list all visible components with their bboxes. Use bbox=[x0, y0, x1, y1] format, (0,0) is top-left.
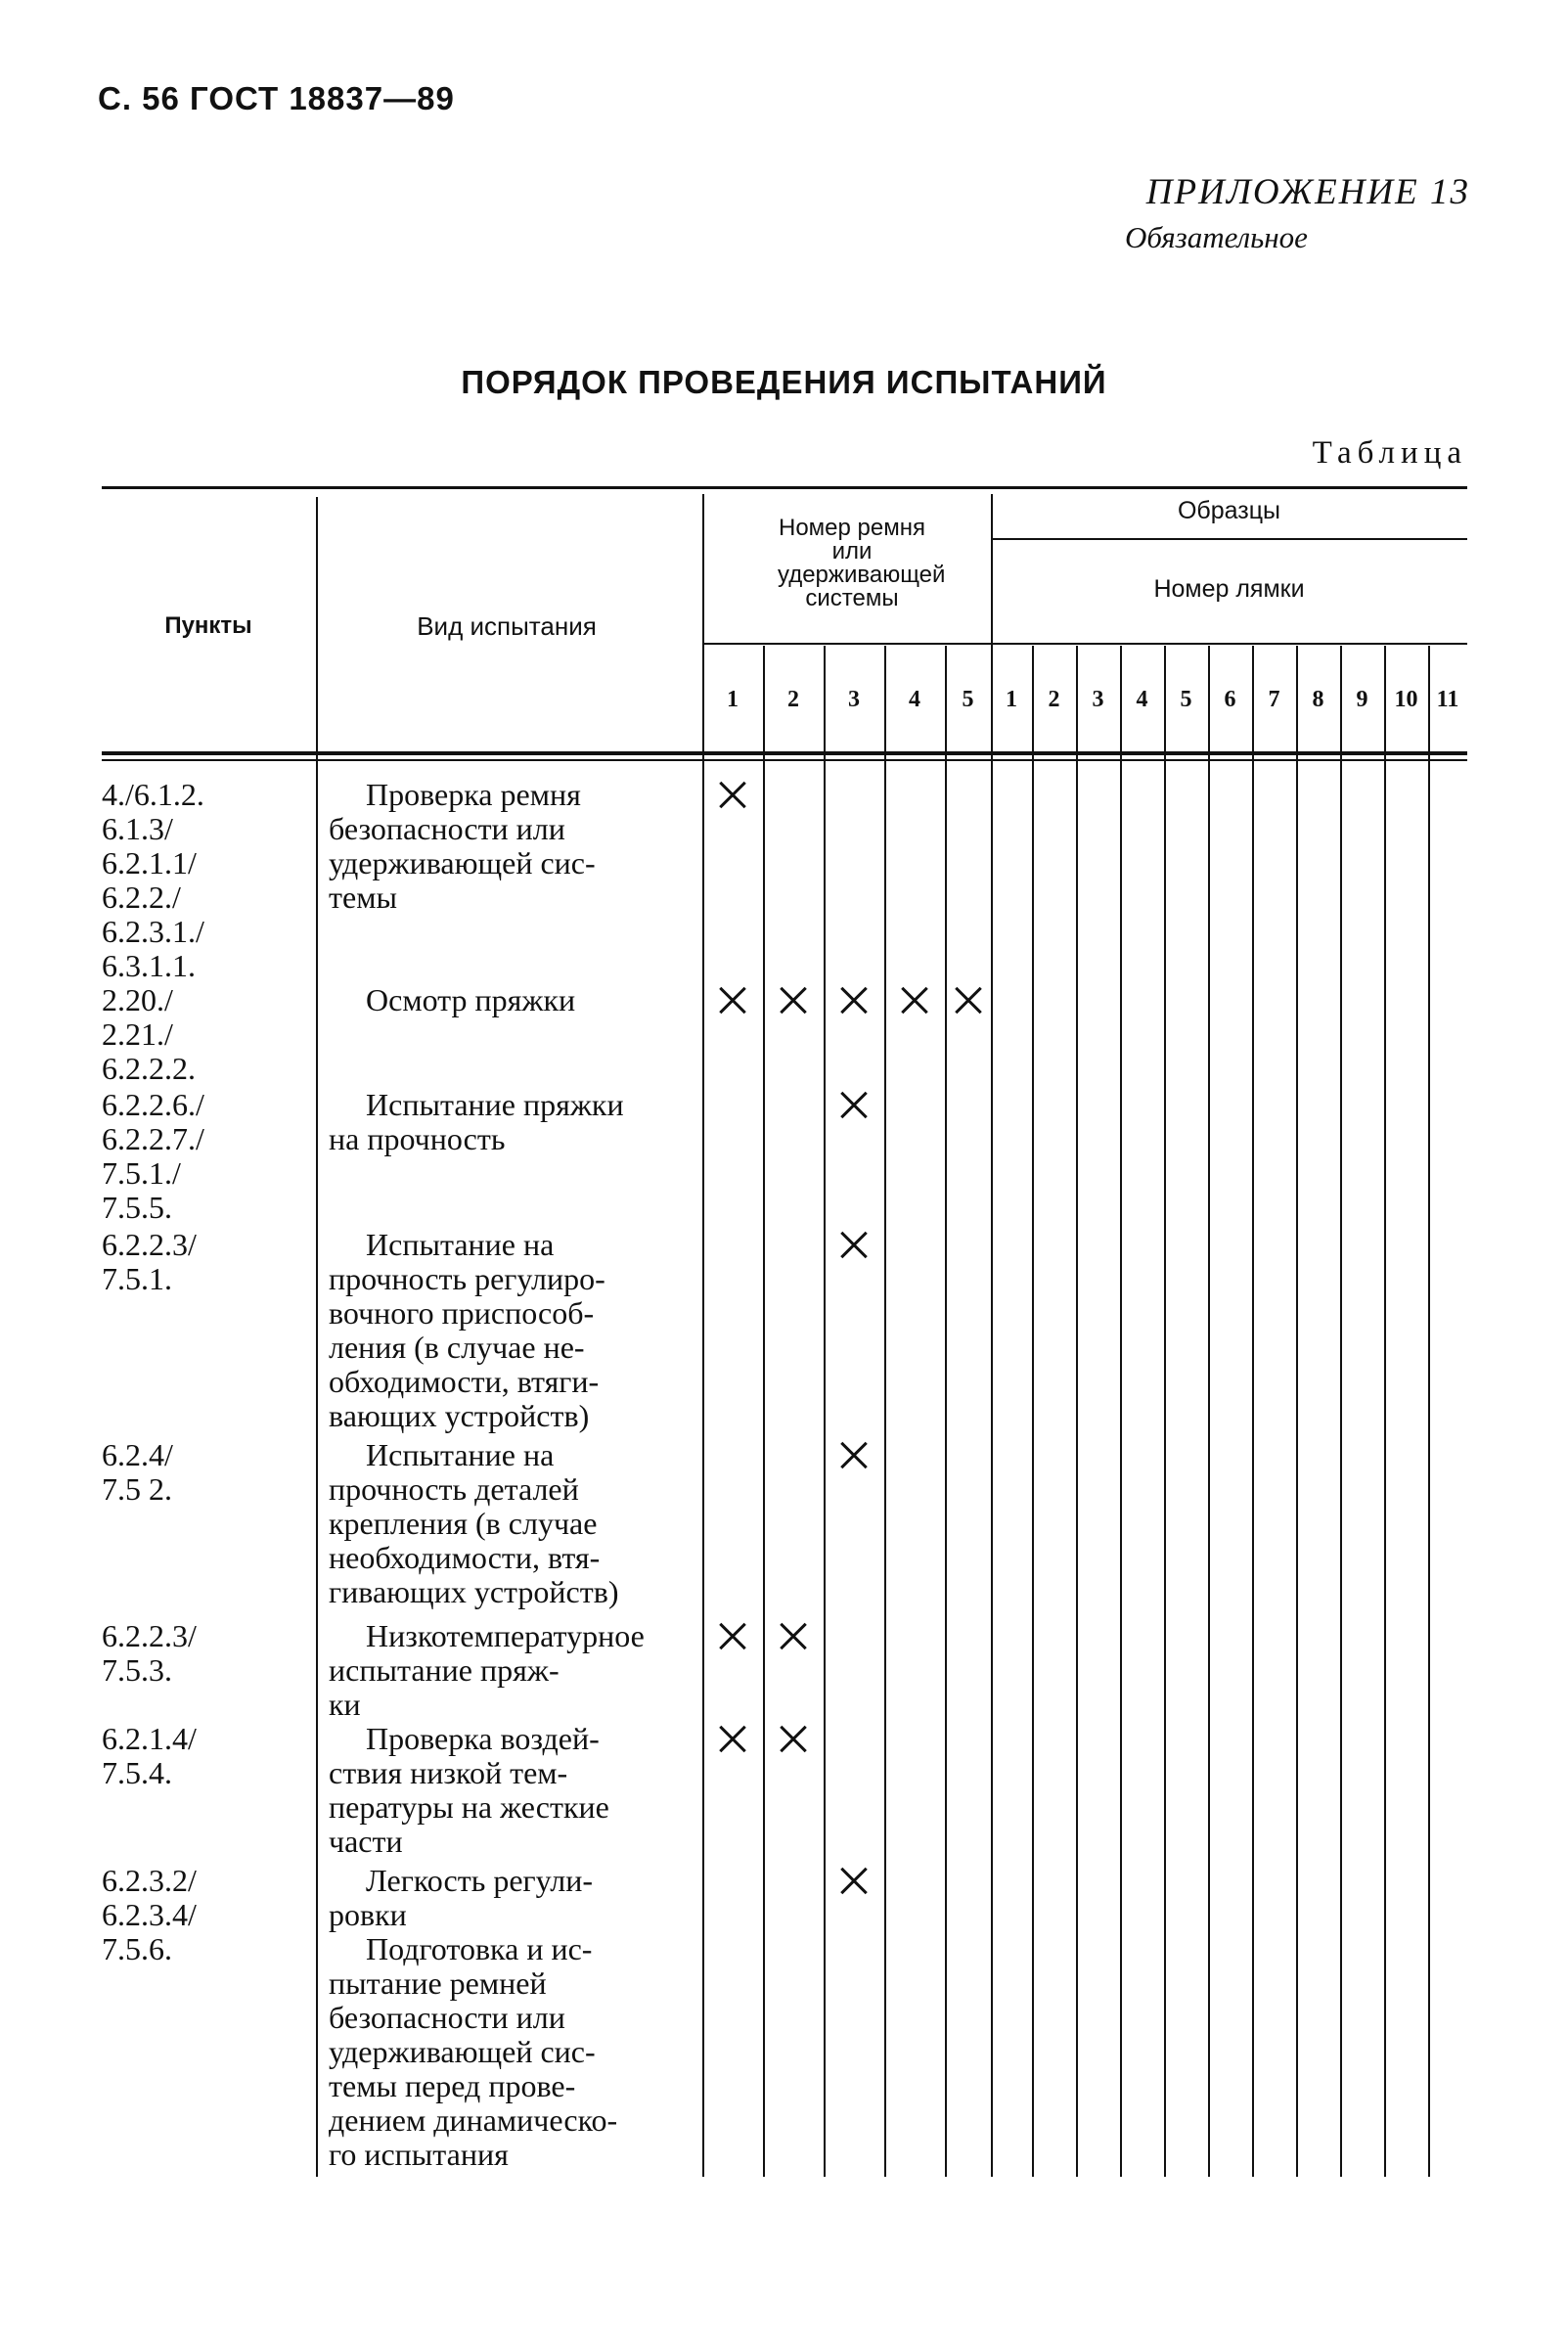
header-strap-number: Номер лямки bbox=[1153, 575, 1305, 603]
test-mark-x bbox=[779, 986, 808, 1016]
row-points: 4./6.1.2. 6.1.3/ 6.2.1.1/ 6.2.2./ 6.2.3.1./ 6.3.1.1. bbox=[102, 777, 204, 983]
row-points: 6.2.2.3/ 7.5.1. bbox=[102, 1227, 197, 1296]
strap-col-number: 8 bbox=[1312, 687, 1324, 712]
strap-column-border bbox=[1296, 646, 1298, 2177]
belt-column-border bbox=[824, 646, 826, 2177]
belt-col-number: 3 bbox=[848, 687, 860, 712]
appendix-subtitle: Обязательное bbox=[1125, 220, 1308, 254]
row-points: 6.2.1.4/ 7.5.4. bbox=[102, 1721, 197, 1790]
header-bottom-rule-2 bbox=[102, 759, 1467, 761]
strap-col-number: 6 bbox=[1224, 687, 1236, 712]
strap-column-border bbox=[1252, 646, 1254, 2177]
strap-col-number: 9 bbox=[1356, 687, 1368, 712]
belt-strap-border bbox=[991, 494, 993, 2177]
strap-column-border bbox=[1076, 646, 1078, 2177]
row-test-type: Низкотемпературное испытание пряж- ки bbox=[329, 1618, 645, 1722]
number-row-rule bbox=[702, 643, 1467, 645]
row-test-type: Испытание пряжки на прочность bbox=[329, 1087, 624, 1156]
test-mark-x bbox=[839, 1867, 869, 1896]
test-mark-x bbox=[718, 1622, 747, 1651]
row-test-type: Подготовка и ис- пытание ремней безопасности или удерживающей сис- темы перед прове- дением динамическо- го испытания bbox=[329, 1931, 618, 2172]
row-points: 6.2.2.6./ 6.2.2.7./ 7.5.1./ 7.5.5. bbox=[102, 1087, 204, 1225]
row-test-type: Осмотр пряжки bbox=[366, 982, 576, 1017]
header-test-type: Вид испытания bbox=[417, 611, 597, 641]
table-top-rule bbox=[102, 486, 1467, 489]
test-mark-x bbox=[839, 1091, 869, 1120]
belt-col-number: 5 bbox=[962, 687, 974, 712]
strap-col-number: 1 bbox=[1006, 687, 1017, 712]
row-points: 6.2.3.2/ 6.2.3.4/ 7.5.6. bbox=[102, 1863, 197, 1966]
row-points: 6.2.4/ 7.5 2. bbox=[102, 1437, 173, 1507]
test-mark-x bbox=[718, 1725, 747, 1754]
test-column-border bbox=[702, 494, 704, 2177]
header-samples: Образцы bbox=[1177, 497, 1281, 524]
strap-col-number: 10 bbox=[1394, 687, 1418, 712]
test-mark-x bbox=[779, 1622, 808, 1651]
test-mark-x bbox=[839, 1231, 869, 1260]
belt-col-number: 2 bbox=[787, 687, 799, 712]
row-points: 6.2.2.3/ 7.5.3. bbox=[102, 1618, 197, 1688]
test-mark-x bbox=[779, 1725, 808, 1754]
row-test-type: Проверка воздей- ствия низкой тем- пературы на жесткие части bbox=[329, 1721, 609, 1859]
test-mark-x bbox=[718, 986, 747, 1016]
belt-col-number: 1 bbox=[727, 687, 739, 712]
document-title: ПОРЯДОК ПРОВЕДЕНИЯ ИСПЫТАНИЙ bbox=[461, 364, 1107, 400]
strap-column-border bbox=[1428, 646, 1430, 2177]
strap-column-border bbox=[1208, 646, 1210, 2177]
row-test-type: Проверка ремня безопасности или удерживающей сис- темы bbox=[329, 777, 596, 915]
strap-column-border bbox=[1384, 646, 1386, 2177]
strap-column-border bbox=[1120, 646, 1122, 2177]
test-mark-x bbox=[900, 986, 929, 1016]
page-header: С. 56 ГОСТ 18837—89 bbox=[98, 80, 455, 116]
belt-col-number: 4 bbox=[909, 687, 920, 712]
table-label: Таблица bbox=[1312, 435, 1467, 471]
row-test-type: Испытание на прочность деталей крепления (в случае необходимости, втя- гивающих устройств) bbox=[329, 1437, 619, 1609]
row-test-type: Испытание на прочность регулиро- вочного приспособ- ления (в случае не- обходимости, втяги- вающих устройств) bbox=[329, 1227, 605, 1433]
belt-column-border bbox=[763, 646, 765, 2177]
row-points: 2.20./ 2.21./ 6.2.2.2. bbox=[102, 982, 196, 1086]
belt-column-border bbox=[945, 646, 947, 2177]
strap-col-number: 2 bbox=[1048, 687, 1060, 712]
test-mark-x bbox=[839, 1441, 869, 1470]
header-points: Пункты bbox=[164, 612, 252, 639]
strap-column-border bbox=[1164, 646, 1166, 2177]
strap-column-border bbox=[1032, 646, 1034, 2177]
strap-col-number: 5 bbox=[1180, 687, 1192, 712]
test-mark-x bbox=[718, 781, 747, 810]
strap-col-number: 11 bbox=[1436, 687, 1459, 712]
strap-col-number: 7 bbox=[1268, 687, 1280, 712]
strap-col-number: 4 bbox=[1136, 687, 1148, 712]
header-belt-number: Номер ремня или удерживающей системы bbox=[778, 515, 946, 611]
header-bottom-rule bbox=[102, 751, 1467, 755]
row-test-type: Легкость регули- ровки bbox=[329, 1863, 593, 1932]
belt-column-border bbox=[884, 646, 886, 2177]
strap-col-number: 3 bbox=[1092, 687, 1104, 712]
test-mark-x bbox=[839, 986, 869, 1016]
samples-rule bbox=[991, 538, 1467, 540]
appendix-title: ПРИЛОЖЕНИЕ 13 bbox=[1145, 172, 1470, 212]
strap-column-border bbox=[1340, 646, 1342, 2177]
test-mark-x bbox=[954, 986, 983, 1016]
